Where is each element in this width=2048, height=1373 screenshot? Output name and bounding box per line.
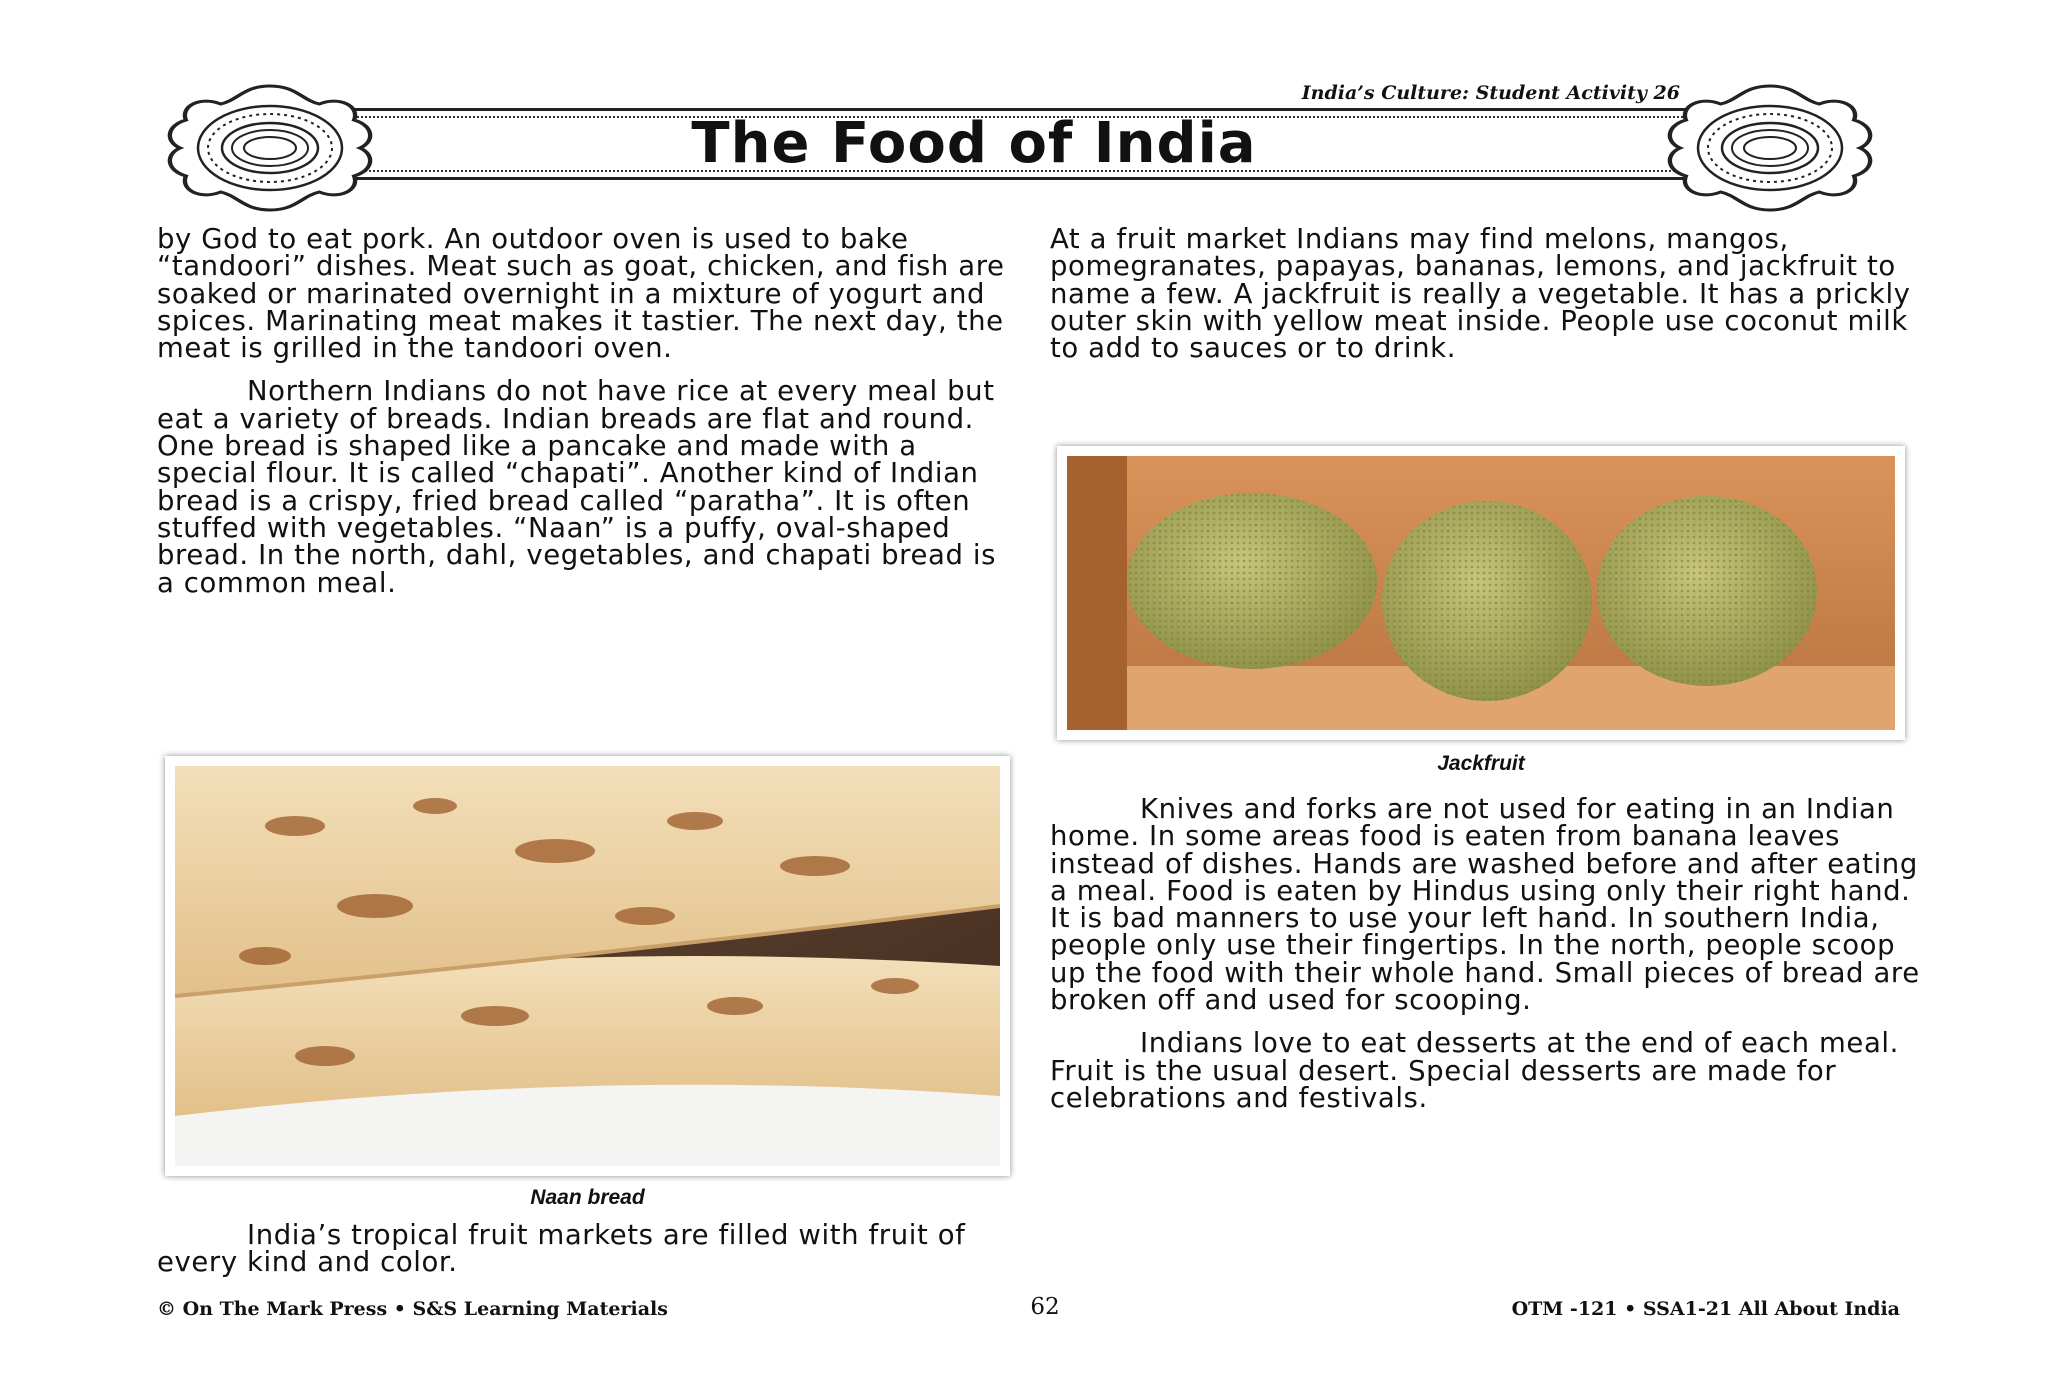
footer-catalog: OTM -121 • SSA1-21 All About India: [1511, 1298, 1900, 1320]
naan-bread-icon: [175, 766, 1000, 1166]
paragraph-eating-habits: Knives and forks are not used for eating in an Indian home. In some areas food is eaten from banana leaves instead of dishes. Hands are washed before and after eating a meal. Food is eaten by Hindus using only their right hand. It is bad manners to use your left hand. In southern India, people only use their fingertips. In the north, people scoop up the food with their whole hand. Small pieces of bread are broken off and used for scooping.: [1050, 793, 1920, 1017]
paragraph-tandoori: by God to eat pork. An outdoor oven is used to bake “tandoori” dishes. Meat such as goat, chicken, and fish are soaked or marinated overnight in a mixture of yogurt and spices. Marinating meat makes it tastier. The next day, the meat is grilled in the tandoori oven.: [157, 223, 1005, 365]
jackfruit-photo: [1057, 446, 1905, 740]
mandala-ornament-left-icon: [150, 78, 390, 218]
paragraph-desserts: Indians love to eat desserts at the end of each meal. Fruit is the usual desert. Special desserts are made for celebrations and festivals.: [1050, 1027, 1899, 1114]
mandala-ornament-right-icon: [1650, 78, 1890, 218]
paragraph-fruit: At a fruit market Indians may find melons, mangos, pomegranates, papayas, bananas, lemons, and jackfruit to name a few. A jackfruit is really a vegetable. It has a prickly outer skin with yellow meat inside. People use coconut milk to add to sauces or to drink.: [1050, 223, 1911, 365]
footer-publisher: © On The Mark Press • S&S Learning Materials: [157, 1298, 668, 1320]
right-column-bottom-text: [1050, 793, 1930, 1128]
activity-subtitle: India’s Culture: Student Activity 26: [1301, 82, 1680, 104]
left-column-bottom-text: [157, 1219, 1017, 1293]
naan-bread-caption: Naan bread: [530, 1186, 645, 1209]
paragraph-fruit-markets: India’s tropical fruit markets are filled with fruit of every kind and color.: [157, 1219, 966, 1279]
left-column-text: [157, 223, 1017, 613]
page-title: The Food of India: [691, 111, 1257, 176]
paragraph-breads: Northern Indians do not have rice at every meal but eat a variety of breads. Indian breads are flat and round. One bread is shaped like a pancake and made with a special flour. It is called “chapati”. Another kind of Indian bread is a crispy, fried bread called “paratha”. It is often stuffed with vegetables. “Naan” is a puffy, oval-shaped bread. In the north, dahl, vegetables, and chapati bread is a common meal.: [157, 375, 997, 599]
right-column-top-text: [1050, 223, 1930, 378]
page-number: 62: [1030, 1294, 1060, 1320]
naan-bread-photo: [165, 756, 1010, 1176]
jackfruit-caption: Jackfruit: [1437, 752, 1525, 775]
jackfruit-icon: [1067, 456, 1895, 730]
